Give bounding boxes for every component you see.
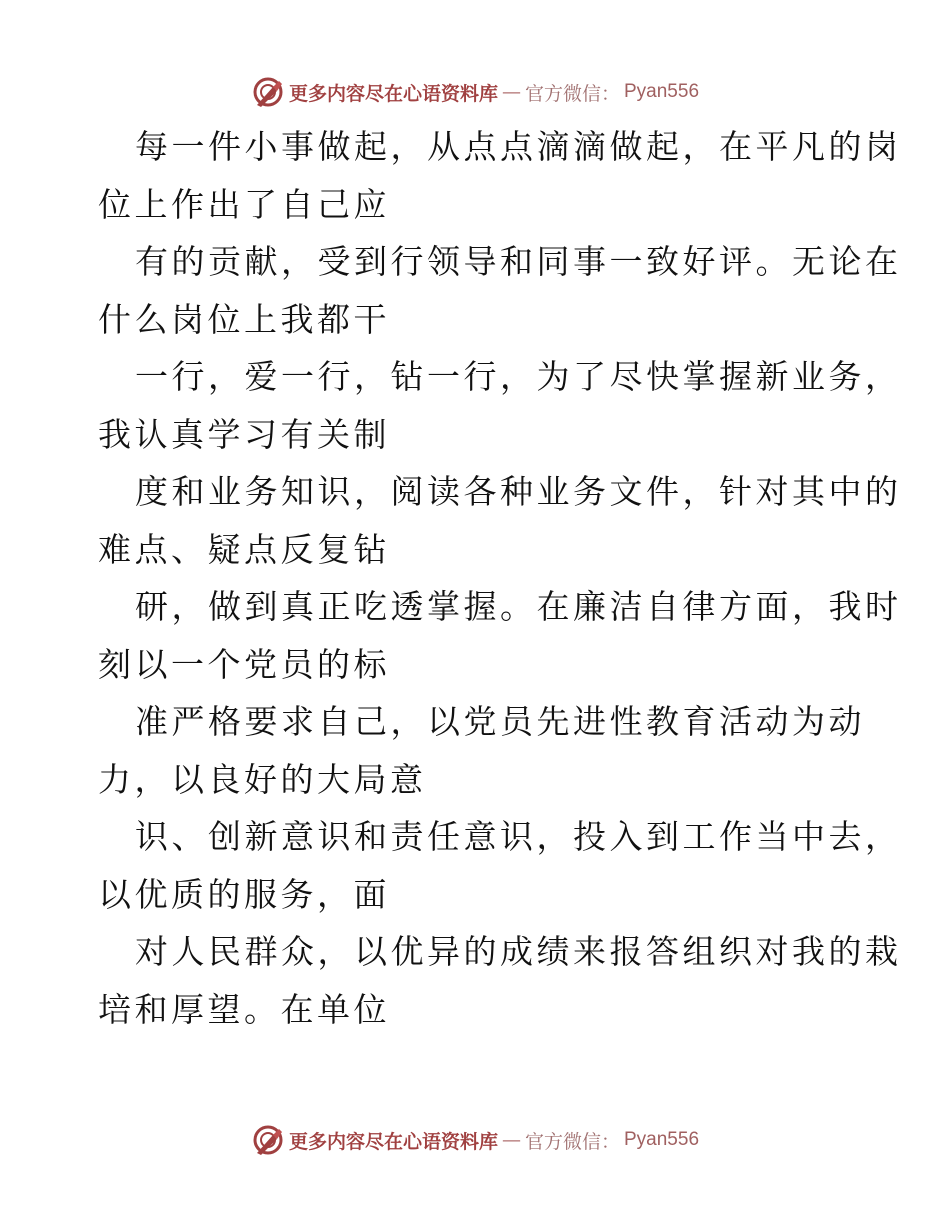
text-line: 难点、疑点反复钻	[98, 529, 390, 569]
paragraph	[98, 693, 865, 808]
footer-watermark	[0, 1120, 950, 1160]
header-watermark	[0, 72, 950, 112]
paragraph	[98, 463, 902, 578]
text-line: 位上作出了自己应	[98, 184, 390, 224]
text-line: 一行，爱一行，钻一行，为了尽快掌握新业务，	[135, 357, 902, 396]
paragraph	[98, 233, 902, 348]
document-body	[98, 118, 902, 1038]
text-line: 准严格要求自己，以党员先进性教育活动为动	[135, 702, 865, 741]
paragraph	[98, 578, 902, 693]
watermark-separator: —	[501, 1129, 521, 1151]
text-line: 研，做到真正吃透掌握。在廉洁自律方面，我时	[135, 587, 902, 626]
text-line: 识、创新意识和责任意识，投入到工作当中去，	[135, 817, 902, 856]
text-line: 我认真学习有关制	[98, 414, 390, 454]
watermark-text: 更多内容尽在心语资料库	[288, 1130, 498, 1153]
text-line: 什么岗位上我都干	[98, 299, 390, 339]
paragraph	[98, 348, 902, 463]
text-line: 培和厚望。在单位	[98, 989, 390, 1029]
watermark-wechat-label: 官方微信：	[524, 82, 620, 105]
watermark-text: 更多内容尽在心语资料库	[288, 82, 498, 105]
paragraph	[98, 118, 902, 233]
watermark-wechat-label: 官方微信：	[524, 1130, 620, 1153]
text-line: 力，以良好的大局意	[98, 759, 427, 799]
watermark-wechat-id: Pyan556	[624, 81, 700, 102]
text-line: 刻以一个党员的标	[98, 644, 390, 684]
watermark-separator: —	[501, 81, 521, 103]
text-line: 以优质的服务，面	[98, 874, 390, 914]
watermark-wechat-id: Pyan556	[624, 1129, 700, 1150]
paragraph	[98, 923, 902, 1038]
pen-logo-icon	[251, 75, 285, 109]
text-line: 度和业务知识，阅读各种业务文件，针对其中的	[135, 472, 902, 511]
text-line: 每一件小事做起，从点点滴滴做起，在平凡的岗	[135, 127, 902, 166]
paragraph	[98, 808, 902, 923]
text-line: 有的贡献，受到行领导和同事一致好评。无论在	[135, 242, 902, 281]
pen-logo-icon	[251, 1123, 285, 1157]
text-line: 对人民群众，以优异的成绩来报答组织对我的栽	[135, 932, 902, 971]
